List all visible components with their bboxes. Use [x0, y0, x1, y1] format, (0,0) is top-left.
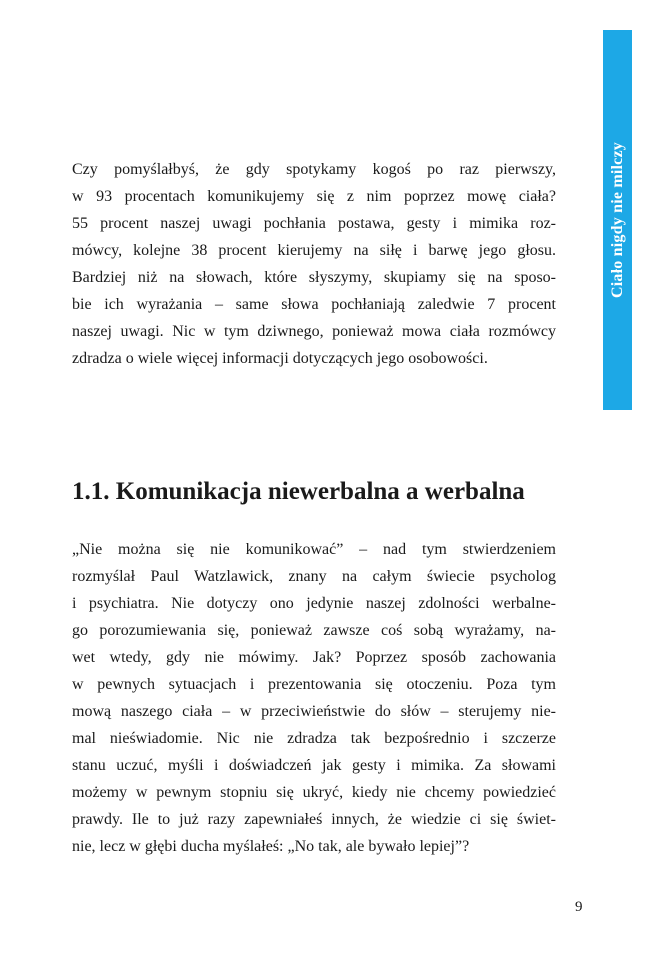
intro-paragraph	[72, 156, 556, 372]
paragraph-line: możemy w pewnym stopniu się ukryć, kiedy nie chcemy powiedzieć	[72, 784, 556, 801]
section-heading: 1.1. Komunikacja niewerbalna a werbalna	[72, 478, 525, 505]
paragraph-line: naszej uwagi. Nic w tym dziwnego, ponieważ mowa ciała rozmówcy	[72, 323, 556, 340]
paragraph-line: bie ich wyrażania – same słowa pochłaniają zaledwie 7 procent	[72, 296, 556, 313]
paragraph-line: „Nie można się nie komunikować” – nad tym stwierdzeniem	[72, 541, 556, 558]
paragraph-line: i psychiatra. Nie dotyczy ono jedynie naszej zdolności werbalne-	[72, 595, 556, 612]
paragraph-line: zdradza o wiele więcej informacji dotyczących jego osobowości.	[72, 350, 488, 367]
paragraph-line: 55 procent naszej uwagi pochłania postawa, gesty i mimika roz-	[72, 215, 556, 232]
paragraph-line: w pewnych sytuacjach i prezentowania się otoczeniu. Poza tym	[72, 676, 556, 693]
paragraph-line: w 93 procentach komunikujemy się z nim poprzez mowę ciała?	[72, 188, 556, 205]
paragraph-line: prawdy. Ile to już razy zapewniałeś innych, że wiedzie ci się świet-	[72, 811, 556, 828]
paragraph-line: mową naszego ciała – w przeciwieństwie do słów – sterujemy nie-	[72, 703, 556, 720]
paragraph-line: mówcy, kolejne 38 procent kierujemy na siłę i barwę jego głosu.	[72, 242, 556, 259]
paragraph-line: wet wtedy, gdy nie mówimy. Jak? Poprzez sposób zachowania	[72, 649, 556, 666]
paragraph-line: nie, lecz w głębi ducha myślałeś: „No tak, ale bywało lepiej”?	[72, 838, 470, 855]
paragraph-line: Czy pomyślałbyś, że gdy spotykamy kogoś po raz pierwszy,	[72, 161, 556, 178]
paragraph-line: rozmyślał Paul Watzlawick, znany na całym świecie psycholog	[72, 568, 556, 585]
paragraph-line: go porozumiewania się, ponieważ zawsze coś sobą wyrażamy, na-	[72, 622, 556, 639]
paragraph-line: stanu uczuć, myśli i doświadczeń jak gesty i mimika. Za słowami	[72, 757, 556, 774]
section-paragraph	[72, 536, 556, 860]
chapter-title: Ciało nigdy nie milczy	[608, 142, 626, 298]
page-number: 9	[575, 899, 583, 915]
chapter-side-tab	[603, 30, 632, 410]
paragraph-line: mal nieświadomie. Nic nie zdradza tak bezpośrednio i szczerze	[72, 730, 556, 747]
paragraph-line: Bardziej niż na słowach, które słyszymy, skupiamy się na sposo-	[72, 269, 556, 286]
